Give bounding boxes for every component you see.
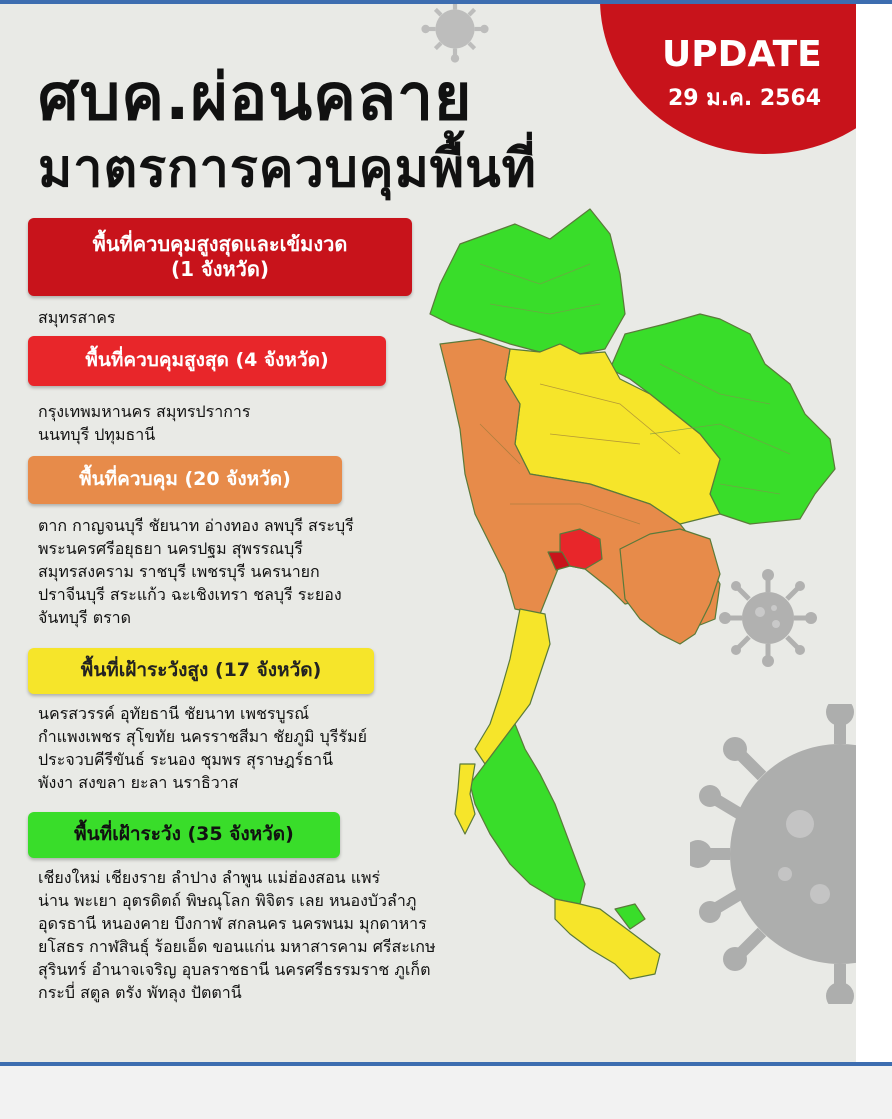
zone-header-strict — [28, 218, 412, 296]
province-line: น่าน พะเยา อุตรดิตถ์ พิษณุโลก พิจิตร เลย หนองบัวลำภู — [38, 891, 417, 910]
province-line: พระนครศรีอยุธยา นครปฐม สุพรรณบุรี — [38, 539, 303, 558]
update-badge — [600, 4, 856, 154]
province-line: สมุทรสงคราม ราชบุรี เพชรบุรี นครนายก — [38, 562, 320, 581]
province-line: ประจวบคีรีขันธ์ ระนอง ชุมพร สุราษฎร์ธานี — [38, 750, 334, 769]
page-title: ศบค.ผ่อนคลาย — [38, 61, 473, 135]
zone-header-strict-line1: พื้นที่ควบคุมสูงสุดและเข้มงวด — [92, 232, 348, 256]
map-region-south-andaman — [455, 764, 475, 834]
province-list-high-watch — [38, 702, 367, 794]
bottom-strip — [0, 1066, 892, 1119]
map-region-deep-south — [555, 899, 660, 979]
zone-header-watch — [28, 812, 340, 858]
province-line: นครสวรรค์ อุทัยธานี ชัยนาท เพชรบูรณ์ — [38, 704, 310, 723]
province-line: กำแพงเพชร สุโขทัย นครราชสีมา ชัยภูมิ บุรีรัมย์ — [38, 727, 367, 746]
province-line: อุดรธานี หนองคาย บึงกาฬ สกลนคร นครพนม มุกดาหาร — [38, 914, 427, 933]
province-line: เชียงใหม่ เชียงราย ลำปาง ลำพูน แม่ฮ่องสอน แพร่ — [38, 868, 381, 887]
zone-header-control — [28, 456, 342, 504]
zone-header-strict-line2: (1 จังหวัด) — [170, 257, 270, 281]
province-line: ปราจีนบุรี สระแก้ว ฉะเชิงเทรา ชลบุรี ระยอง — [38, 585, 342, 604]
right-margin — [856, 4, 892, 1062]
zone-header-watch-title: พื้นที่เฝ้าระวัง (35 จังหวัด) — [74, 823, 294, 846]
page-subtitle: มาตรการควบคุมพื้นที่ — [38, 139, 537, 199]
province-list-strict — [38, 306, 116, 329]
province-line: นนทบุรี ปทุมธานี — [38, 425, 156, 444]
province-list-watch — [38, 866, 436, 1004]
infographic-poster — [0, 4, 856, 1062]
province-line: ยโสธร กาฬสินธุ์ ร้อยเอ็ด ขอนแก่น มหาสารคาม ศรีสะเกษ — [38, 937, 436, 956]
zone-header-control-title: พื้นที่ควบคุม (20 จังหวัด) — [79, 468, 291, 491]
map-region-north — [430, 209, 625, 354]
province-line: พังงา สงขลา ยะลา นราธิวาส — [38, 773, 239, 792]
province-list-max — [38, 400, 251, 446]
province-line: กระบี่ สตูล ตรัง พัทลุง ปัตตานี — [38, 983, 242, 1002]
province-line: จันทบุรี ตราด — [38, 608, 132, 627]
map-region-east — [620, 529, 720, 644]
update-date: 29 ม.ค. 2564 — [668, 86, 822, 111]
zone-header-max — [28, 336, 386, 386]
update-label: UPDATE — [662, 34, 822, 75]
province-line: กรุงเทพมหานคร สมุทรปราการ — [38, 402, 251, 421]
zone-header-high-watch — [28, 648, 374, 694]
thailand-zone-map — [420, 204, 840, 984]
zone-header-high-watch-title: พื้นที่เฝ้าระวังสูง (17 จังหวัด) — [80, 659, 322, 682]
province-line: ตาก กาญจนบุรี ชัยนาท อ่างทอง ลพบุรี สระบุรี — [38, 516, 354, 535]
zone-header-max-title: พื้นที่ควบคุมสูงสุด (4 จังหวัด) — [85, 349, 329, 372]
province-list-control — [38, 514, 354, 629]
province-line: สุรินทร์ อำนาจเจริญ อุบลราชธานี นครศรีธรรมราช ภูเก็ต — [38, 960, 431, 979]
province-line: สมุทรสาคร — [38, 308, 116, 327]
